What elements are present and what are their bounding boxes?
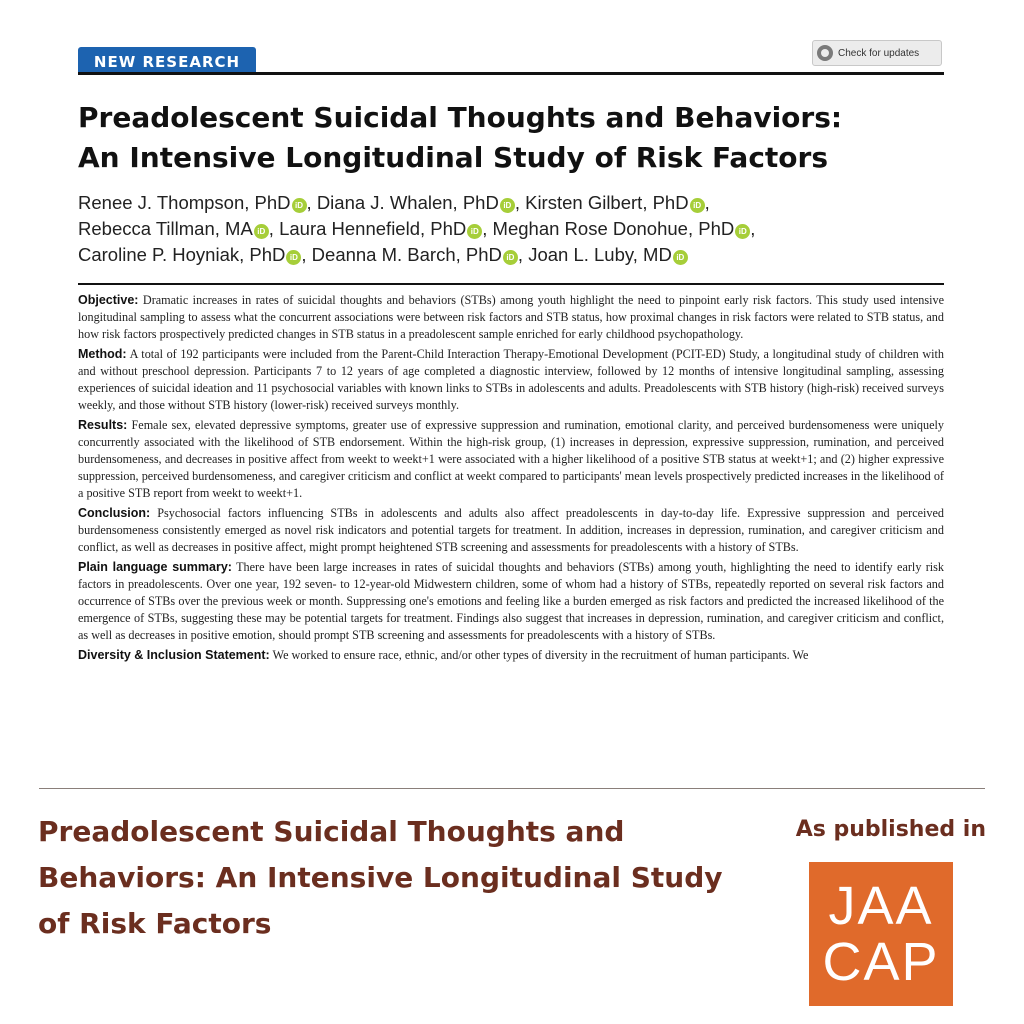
section-text: Dramatic increases in rates of suicidal thoughts and behaviors (STBs) among youth highlight the need to pinpoint early risk factors. This study used intensive longitudinal sampling to assess what the concurrent associations were between risk factors and STB status, how proximal changes in risk factors were related to STB status, and how risk factors prospectively predicted changes in STB status in a preadolescent sample enriched for early childhood psychopathology. (78, 293, 944, 341)
caption-title (38, 809, 778, 947)
published-in-label: As published in (795, 817, 986, 842)
author-name: Meghan Rose Donohue, PhD (492, 218, 735, 239)
section-text: Psychosocial factors influencing STBs in adolescents and adults also affect preadolescents in day-to-day life. Expressive suppression and perceived burdensomeness consistently emerged as novel risk indicators and potential targets for treatment. In addition, increases in depression, rumination, and caregiver criticism and conflict, as well as decreases in positive affect, might prompt heightened STB screening and assessments for preadolescents with a history of STBs. (78, 506, 944, 554)
author: Laura Hennefield, PhD iD , (279, 218, 488, 239)
caption-divider (39, 788, 985, 789)
abstract-objective (78, 292, 944, 343)
header-divider (78, 72, 944, 75)
authors-divider (78, 283, 944, 285)
orcid-icon[interactable]: iD (673, 250, 688, 265)
section-text: A total of 192 participants were included from the Parent-Child Interaction Therapy-Emotional Development (PCIT-ED) Study, a longitudinal study of children with and without preschool depression. Participants 7 to 12 years of age completed a diagnostic interview, followed by 12 months of intensive longitudinal sampling, assessing experiences of suicidal ideation and 11 psychosocial variables with known links to STBs in adolescents and adults. Preadolescents with STB history (high-risk) received surveys weekly, and those without STB history (lower-risk) received surveys monthly. (78, 347, 944, 412)
section-text: Female sex, elevated depressive symptoms, greater use of expressive suppression and rumination, emotional clarity, and perceived burdensomeness were uniquely concurrently associated with the likelihood of STB endorsement. Within the high-risk group, (1) increases in depression, expressive suppression, rumination, and perceived burdensomeness, and decreases in positive affect from weekt to weekt+1 were associated with a higher likelihood of a positive STB status at weekt+1; and (2) higher expressive suppression, perceived burdensomeness, and caregiver criticism and conflict at weekt compared to participants' mean levels prospectively predicted increases in the likelihood of a positive STB report from weekt to weekt+1. (78, 418, 944, 500)
author-name: Kirsten Gilbert, PhD (525, 192, 689, 213)
author-name: Caroline P. Hoyniak, PhD (78, 244, 286, 265)
orcid-icon[interactable]: iD (467, 224, 482, 239)
author: Deanna M. Barch, PhD iD , (311, 244, 524, 265)
caption-title-line: Preadolescent Suicidal Thoughts and (38, 815, 625, 848)
abstract-conclusion (78, 505, 944, 556)
section-label: Objective: (78, 293, 139, 307)
abstract-diversity-statement (78, 647, 944, 664)
author-name: Laura Hennefield, PhD (279, 218, 467, 239)
author-name: Renee J. Thompson, PhD (78, 192, 291, 213)
abstract-method (78, 346, 944, 414)
author-name: Deanna M. Barch, PhD (311, 244, 502, 265)
section-label: Results: (78, 418, 128, 432)
article-title-line: Preadolescent Suicidal Thoughts and Behaviors: (78, 101, 843, 134)
author-name: Rebecca Tillman, MA (78, 218, 253, 239)
orcid-icon[interactable]: iD (292, 198, 307, 213)
orcid-icon[interactable]: iD (735, 224, 750, 239)
abstract (78, 292, 944, 752)
new-research-badge: NEW RESEARCH (78, 47, 256, 74)
logo-text-line: CAP (822, 932, 940, 992)
author: Meghan Rose Donohue, PhD iD , (492, 218, 756, 239)
orcid-icon[interactable]: iD (503, 250, 518, 265)
orcid-icon[interactable]: iD (690, 198, 705, 213)
section-label: Plain language summary: (78, 560, 232, 574)
abstract-plain-language-summary (78, 559, 944, 644)
author: Diana J. Whalen, PhD iD , (316, 192, 520, 213)
caption-title-line: Behaviors: An Intensive Longitudinal Study (38, 861, 723, 894)
author: Renee J. Thompson, PhD iD , (78, 192, 312, 213)
author-list (78, 190, 958, 268)
check-for-updates-label: Check for updates (838, 47, 920, 59)
author-name: Diana J. Whalen, PhD (316, 192, 499, 213)
orcid-icon[interactable]: iD (286, 250, 301, 265)
caption-title-line: of Risk Factors (38, 907, 272, 940)
section-text: There have been large increases in rates of suicidal thoughts and behaviors (STBs) among youth, highlighting the need to identify early risk factors in preadolescents. Over one year, 192 seven- to 12-year-old Midwestern children, some of whom had a history of STBs, repeatedly reported on several risk factors and occurrence of STBs over the previous week or month. Suppressing one's emotions and feeling like a burden emerged as risk factors and predicted the increased likelihood of the emergence of STBs, suggesting these may be potential targets for treatment. Findings also suggest that increases in depression, rumination, and caregiver criticism and conflict, as well as decreases in positive emotion, should prompt STB screening and assessments for preadolescents with a history of STBs. (78, 560, 944, 642)
orcid-icon[interactable]: iD (254, 224, 269, 239)
article-title (78, 98, 958, 178)
orcid-icon[interactable]: iD (500, 198, 515, 213)
jaacap-logo (809, 862, 953, 1006)
updates-icon (817, 45, 833, 61)
section-label: Conclusion: (78, 506, 151, 520)
section-label: Diversity & Inclusion Statement: (78, 648, 270, 662)
section-label: Method: (78, 347, 127, 361)
logo-text-line: JAA (828, 876, 934, 936)
author: Rebecca Tillman, MA iD , (78, 218, 274, 239)
author-name: Joan L. Luby, MD (528, 244, 672, 265)
section-text: We worked to ensure race, ethnic, and/or other types of diversity in the recruitment of human participants. We (272, 648, 809, 662)
check-for-updates-button[interactable] (812, 40, 942, 66)
article-title-line: An Intensive Longitudinal Study of Risk Factors (78, 141, 829, 174)
author: Kirsten Gilbert, PhD iD , (525, 192, 710, 213)
abstract-results (78, 417, 944, 502)
author (528, 244, 688, 265)
author: Caroline P. Hoyniak, PhD iD , (78, 244, 307, 265)
